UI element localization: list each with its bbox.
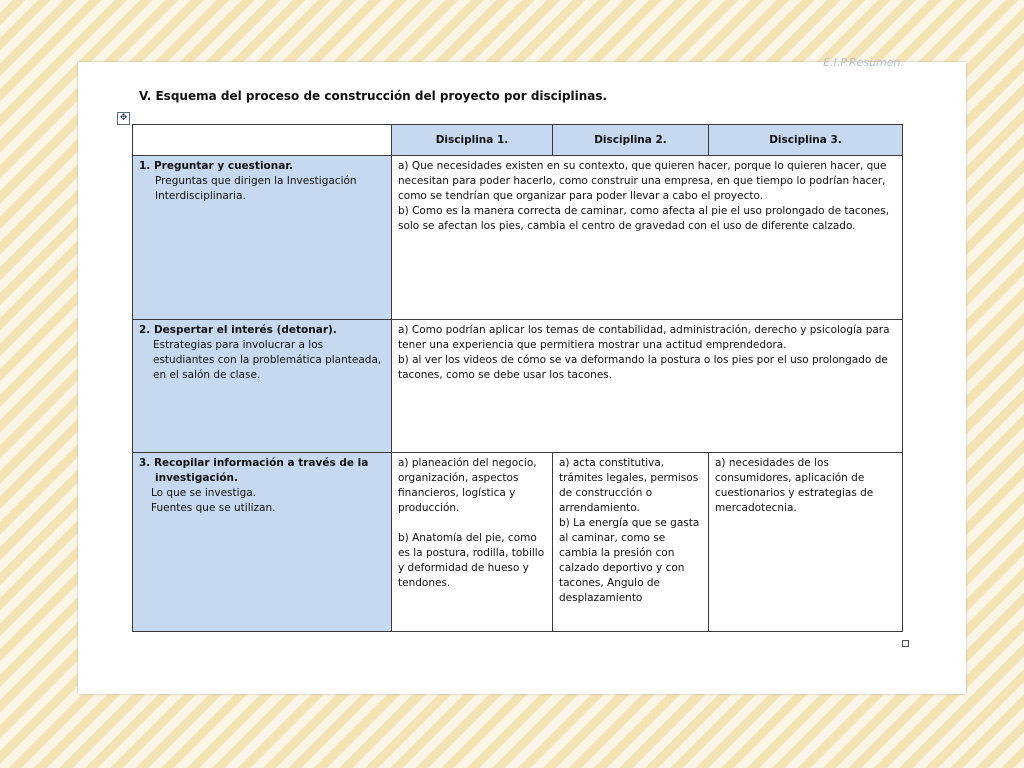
table-header-row bbox=[133, 125, 903, 156]
row-subtitle: Preguntas que dirigen la Investigación Interdisciplinaria. bbox=[155, 175, 357, 202]
row-line-1: Lo que se investiga. bbox=[151, 487, 256, 499]
section-title: V. Esquema del proceso de construcción del proyecto por disciplinas. bbox=[139, 89, 608, 103]
table-move-handle-icon[interactable]: ✥ bbox=[117, 112, 130, 125]
row-title: 2. Despertar el interés (detonar). bbox=[139, 324, 337, 336]
content-item-a: a) necesidades de los consumidores, aplicación de cuestionarios y estrategias de mercadotecnia. bbox=[715, 457, 874, 514]
header-disciplina-2: Disciplina 2. bbox=[553, 125, 709, 156]
discipline-table bbox=[132, 124, 903, 632]
table-row bbox=[133, 156, 903, 320]
content-item-a: a) planeación del negocio, organización, aspectos financieros, logística y producción. bbox=[398, 457, 537, 514]
content-item-b: b) La energía que se gasta al caminar, como se cambia la presión con calzado deportivo y con tacones, Angulo de desplazamiento bbox=[559, 517, 700, 604]
content-item-a: a) Como podrían aplicar los temas de contabilidad, administración, derecho y psicología para tener una experiencia que permitiera mostrar una actitud emprendedora. bbox=[398, 324, 890, 351]
document-page bbox=[78, 56, 966, 694]
row-title: 3. Recopilar información a través de la bbox=[139, 457, 369, 469]
row-line-2: Fuentes que se utilizan. bbox=[151, 502, 276, 514]
content-item-a: a) Que necesidades existen en su contexto, que quieren hacer, porque lo quieren hacer, que necesitan para poder hacerlo, como construir una empresa, en que tiempo lo podrían hacer, como se tendrían que organizar para poder llevar a cabo el proyecto. bbox=[398, 160, 887, 202]
row-label-cell bbox=[133, 453, 392, 632]
disciplina-3-cell bbox=[709, 453, 903, 632]
header-disciplina-1: Disciplina 1. bbox=[392, 125, 553, 156]
row-title-continued: investigación. bbox=[155, 472, 239, 484]
table-row bbox=[133, 453, 903, 632]
header-note: E.I.P.Resumen. bbox=[823, 56, 904, 69]
disciplina-2-cell bbox=[553, 453, 709, 632]
content-item-b: b) Como es la manera correcta de caminar, como afecta al pie el uso prolongado de tacones, solo se afectan los pies, cambia el centro de gravedad con el uso de diferente calzado. bbox=[398, 205, 890, 232]
row-subtitle: Estrategias para involucrar a los estudiantes con la problemática planteada, en el salón de clase. bbox=[153, 339, 382, 381]
row-content-cell bbox=[392, 156, 903, 320]
row-content-cell bbox=[392, 320, 903, 453]
row-title: 1. Preguntar y cuestionar. bbox=[139, 160, 293, 172]
row-label-cell bbox=[133, 320, 392, 453]
table-resize-handle[interactable] bbox=[902, 640, 909, 647]
content-item-b: b) al ver los videos de cómo se va deformando la postura o los pies por el uso prolongado de tacones, como se debe usar los tacones. bbox=[398, 354, 888, 381]
content-item-b: b) Anatomía del pie, como es la postura, rodilla, tobillo y deformidad de hueso y tendones. bbox=[398, 532, 545, 589]
header-disciplina-3: Disciplina 3. bbox=[709, 125, 903, 156]
header-empty-cell bbox=[133, 125, 392, 156]
content-item-a: a) acta constitutiva, trámites legales, permisos de construcción o arrendamiento. bbox=[559, 457, 699, 514]
table-row bbox=[133, 320, 903, 453]
row-label-cell bbox=[133, 156, 392, 320]
disciplina-1-cell bbox=[392, 453, 553, 632]
